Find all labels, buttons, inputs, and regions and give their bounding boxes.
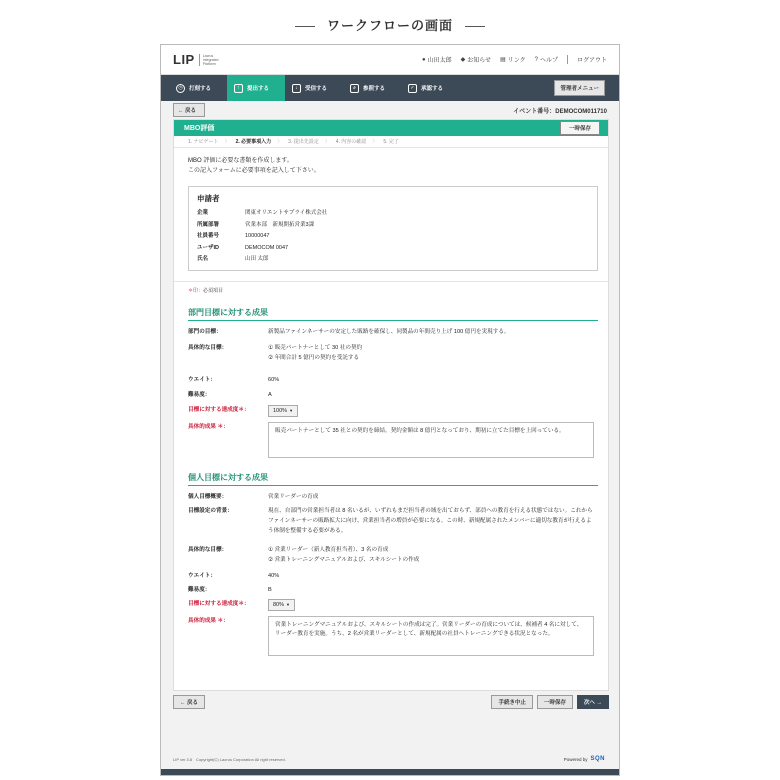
- dept-achievement-select[interactable]: [268, 405, 298, 417]
- dept-goal-value: 新製品ファインネーサーの安定した販路を確保し、同製品の年間売り上げ 100 億円を実現する。: [268, 328, 510, 335]
- dept-weight-value: 60%: [268, 376, 280, 383]
- panel-header: [174, 120, 608, 136]
- notice-label: お知らせ: [467, 58, 492, 64]
- dept-result-row: [188, 422, 594, 458]
- sub-bar: [161, 101, 619, 119]
- footer-actions: [173, 693, 609, 711]
- select-value: 100%: [273, 407, 288, 414]
- powered-by: [564, 756, 605, 762]
- receive-icon: ↓: [292, 84, 301, 93]
- dept-difficulty-row: [188, 390, 594, 400]
- help-label: ヘルプ: [539, 58, 558, 64]
- link-link[interactable]: [500, 55, 526, 64]
- panel-title: MBO評価: [184, 125, 215, 132]
- dept-concrete-value: [268, 343, 594, 363]
- intro-text: [188, 156, 594, 176]
- intro-line-1: MBO 評価に必要な書類を作成します。: [188, 158, 293, 164]
- field-label-required: 具体的成果 ＊：: [188, 617, 229, 624]
- step-indicator: [174, 136, 608, 148]
- top-bar: [161, 45, 619, 75]
- page-heading: [0, 15, 780, 34]
- view-icon: ⌕: [350, 84, 359, 93]
- personal-difficulty-row: [188, 585, 594, 595]
- step-separator-icon: 〉: [224, 139, 230, 145]
- nav-approve[interactable]: [401, 75, 459, 101]
- required-note-text: 必須項目: [203, 287, 224, 294]
- copyright-text: LIP ver.3.8 Copyright(C) Lacrus Corporation All right reserved.: [173, 757, 286, 762]
- nav-clock-in[interactable]: [169, 75, 227, 101]
- applicant-box: [188, 186, 598, 271]
- field-label: ウエイト：: [188, 572, 216, 579]
- personal-concrete-line: ② 営業トレーニングマニュアルおよび、スキルシートの作成: [268, 556, 420, 563]
- personal-bg-row: [188, 506, 594, 536]
- personal-difficulty-value: B: [268, 586, 272, 593]
- field-label: 個人目標概要：: [188, 493, 228, 500]
- app-window: [160, 44, 620, 776]
- dept-result-textarea[interactable]: 販売パートナーとして 35 社との契約を締結。契約金額は 8 億円となっており、期初に立てた目標を上回っている。: [268, 422, 594, 458]
- submit-icon: ↑: [234, 84, 243, 93]
- footer-right-buttons: [491, 695, 609, 709]
- required-star: ＊印：: [188, 287, 204, 294]
- notice-link[interactable]: [461, 55, 491, 64]
- personal-achievement-select[interactable]: [268, 599, 295, 611]
- user-link[interactable]: [422, 55, 452, 64]
- applicant-value: 関東オリエントサプライ株式会社: [245, 210, 328, 216]
- admin-menu-button[interactable]: 管理者メニュー: [554, 80, 605, 96]
- temp-save-button-top[interactable]: 一時保存: [560, 121, 600, 135]
- applicant-key: 企業: [197, 210, 209, 216]
- logo-sub-line-3: Platform: [202, 61, 216, 66]
- dept-weight-row: [188, 375, 594, 385]
- field-label-required: 目標に対する達成度＊：: [188, 600, 250, 607]
- nav-receive[interactable]: [285, 75, 343, 101]
- field-label: 具体的な目標：: [188, 344, 228, 351]
- applicant-value: DEMOCOM 0047: [245, 244, 289, 251]
- chevron-down-icon: ▼: [289, 407, 294, 413]
- field-label: 目標設定の背景：: [188, 507, 233, 514]
- link-label: リンク: [507, 58, 526, 64]
- nav-view[interactable]: [343, 75, 401, 101]
- link-icon: ▤: [500, 57, 506, 63]
- dept-concrete-row: [188, 343, 594, 363]
- bottom-bar: [161, 769, 619, 775]
- personal-weight-row: [188, 571, 594, 581]
- personal-achieve-row: [188, 599, 594, 611]
- help-icon: ?: [534, 56, 538, 63]
- field-label: 具体的な目標：: [188, 546, 228, 553]
- dept-section-title: 部門目標に対する成果: [188, 307, 598, 321]
- logo-sub-line-2: Integrated: [202, 57, 219, 62]
- heading-dash-left: [295, 26, 315, 27]
- step-input: 2. 必要事項入力: [235, 139, 272, 145]
- applicant-row: [197, 208, 589, 220]
- dept-difficulty-value: A: [268, 391, 272, 398]
- logo-subtext: [199, 54, 219, 66]
- next-button[interactable]: 次へ →: [577, 695, 609, 709]
- nav-label: 提出する: [247, 86, 270, 92]
- personal-result-textarea[interactable]: 営業トレーニングマニュアルおよび、スキルシートの作成は完了。営業リーダーの育成については、候補者 4 名に対して、リーダー教育を実施。うち、2 名が営業リーダーとして、新規配属の社員へトレーニングできる状況となった。: [268, 616, 594, 656]
- personal-achieve-cell: [268, 599, 594, 611]
- applicant-key: ユーザID: [197, 244, 220, 251]
- main-nav: [161, 75, 619, 101]
- applicant-value: 10000047: [245, 233, 270, 239]
- personal-concrete-value: [268, 545, 594, 565]
- back-label: 戻る: [185, 108, 197, 114]
- top-links: [422, 55, 607, 64]
- form-content: [174, 148, 608, 662]
- step-separator-icon: 〉: [324, 139, 330, 145]
- event-number: イベント番号：DEMOCOM011710: [513, 108, 607, 115]
- dept-concrete-line: ② 年間合計 5 億円の契約を受託する: [268, 354, 360, 361]
- personal-weight-value: 40%: [268, 572, 280, 579]
- form-panel: [173, 119, 609, 691]
- user-icon: ●: [421, 56, 426, 63]
- applicant-row: [197, 254, 589, 266]
- applicant-value: 営業本部 新規開拓営業3課: [245, 221, 315, 228]
- field-label-required: 具体的成果 ＊：: [188, 423, 229, 430]
- nav-label: 受信する: [305, 86, 328, 92]
- personal-concrete-row: [188, 545, 594, 565]
- cancel-procedure-button[interactable]: 手続き中止: [491, 695, 533, 709]
- dept-achieve-row: [188, 405, 594, 417]
- chevron-down-icon: ▼: [286, 601, 290, 607]
- field-label: ウエイト：: [188, 376, 216, 383]
- user-name: 山田太郎: [427, 58, 452, 64]
- field-label-required: 目標に対する達成度＊：: [188, 406, 250, 413]
- applicant-key: 所属部署: [197, 221, 220, 228]
- logo[interactable]: [173, 52, 219, 67]
- personal-summary-value: 営業リーダーの育成: [268, 493, 319, 500]
- logout-label: ログアウト: [576, 58, 607, 64]
- temp-save-button-bottom[interactable]: 一時保存: [537, 695, 573, 709]
- step-separator-icon: 〉: [372, 139, 378, 145]
- dept-concrete-line: ① 販売パートナーとして 30 社の契約: [268, 344, 363, 351]
- step-separator-icon: 〉: [277, 139, 283, 145]
- logo-sub-line-1: Lacrus: [202, 53, 214, 58]
- required-note: [188, 287, 594, 294]
- divider: [174, 281, 608, 282]
- applicant-row: [197, 220, 589, 232]
- select-value: 80%: [273, 601, 285, 608]
- dept-goal-row: [188, 327, 594, 337]
- step-confirm: 4. 内容の確認: [335, 139, 367, 145]
- step-navigate: 1. ナビゲート: [188, 139, 219, 145]
- step-destination: 3. 提出先設定: [288, 139, 319, 145]
- dept-achieve-cell: [268, 405, 594, 417]
- applicant-row: [197, 231, 589, 243]
- clock-icon: ◷: [176, 84, 185, 93]
- applicant-value: 山田 太郎: [245, 256, 269, 262]
- intro-line-2: この記入フォームに必要事項を記入して下さい。: [188, 168, 320, 174]
- applicant-key: 社員番号: [197, 233, 220, 239]
- top-links-divider: [567, 55, 568, 64]
- logout-link[interactable]: [577, 55, 607, 64]
- heading-dash-right: [465, 26, 485, 27]
- approve-icon: ✓: [408, 84, 417, 93]
- step-complete: 5. 完了: [383, 139, 399, 145]
- powered-by-label: Powered by: [563, 756, 588, 762]
- page-heading-text: ワークフローの画面: [326, 18, 453, 33]
- personal-summary-row: [188, 492, 594, 502]
- brand-logo: SQN: [590, 756, 605, 762]
- nav-submit[interactable]: [227, 75, 285, 101]
- field-label: 難易度：: [188, 391, 211, 398]
- field-label: 難易度：: [188, 586, 211, 593]
- speech-bubble-icon: ◆: [460, 57, 466, 63]
- help-link[interactable]: [535, 55, 558, 64]
- applicant-title: 申請者: [197, 194, 220, 203]
- applicant-key: 氏名: [197, 256, 209, 262]
- nav-label: 参照する: [363, 86, 386, 92]
- applicant-row: [197, 243, 589, 255]
- personal-bg-value: 現在、自部門の営業担当者は 8 名いるが、いずれもまだ担当者の域を出ておらず、部員への教育を行える状態ではない。これからファインネーサーの販路拡大に向け、営業担当者の増員が必要になる。この時、新規配属されたメンバーに適切な教育が行えるよう体制を整備する必要がある。: [268, 507, 593, 534]
- personal-concrete-line: ① 営業リーダー（新人教育担当者）、3 名の育成: [268, 546, 389, 553]
- nav-label: 打刻する: [189, 86, 212, 92]
- logo-text: LIP: [173, 52, 195, 67]
- nav-label: 承認する: [421, 86, 444, 92]
- back-arrow-icon: ←: [178, 108, 184, 114]
- field-label: 部門の目標：: [188, 328, 222, 335]
- back-button-bottom[interactable]: ← 戻る: [173, 695, 205, 709]
- personal-section-title: 個人目標に対する成果: [188, 472, 598, 486]
- personal-result-row: [188, 616, 594, 656]
- back-button-top[interactable]: [173, 103, 205, 117]
